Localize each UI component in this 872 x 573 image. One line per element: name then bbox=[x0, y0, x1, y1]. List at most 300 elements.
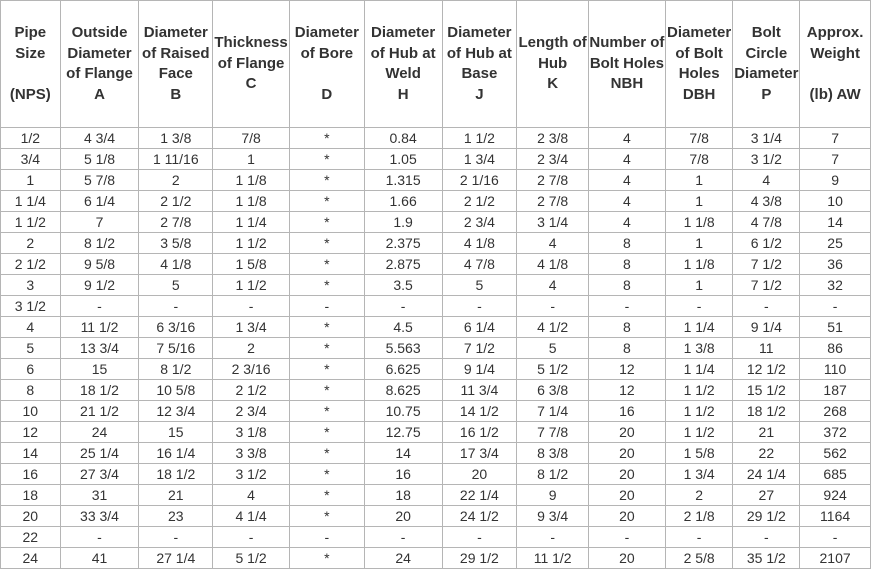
table-cell: 3 bbox=[1, 275, 61, 296]
table-cell: - bbox=[289, 296, 364, 317]
table-cell: 11 bbox=[733, 338, 800, 359]
column-header bbox=[800, 1, 871, 128]
table-cell: 4 1/8 bbox=[517, 254, 589, 275]
table-cell: 20 bbox=[1, 506, 61, 527]
table-cell: 3.5 bbox=[364, 275, 442, 296]
table-cell: 27 bbox=[733, 485, 800, 506]
column-header bbox=[289, 1, 364, 128]
table-cell: 7 5/16 bbox=[139, 338, 213, 359]
table-row bbox=[1, 380, 871, 401]
table-cell: 3 1/4 bbox=[517, 212, 589, 233]
column-header-name: Diameter of Hub at Base bbox=[446, 24, 512, 82]
table-cell: 21 1/2 bbox=[60, 401, 139, 422]
table-cell: * bbox=[289, 338, 364, 359]
table-cell: 3 5/8 bbox=[139, 233, 213, 254]
table-cell: 14 bbox=[800, 212, 871, 233]
table-cell: 33 3/4 bbox=[60, 506, 139, 527]
table-cell: 1164 bbox=[800, 506, 871, 527]
table-cell: 29 1/2 bbox=[442, 548, 517, 569]
table-cell: - bbox=[589, 296, 666, 317]
table-cell: - bbox=[213, 527, 290, 548]
table-cell: 1 bbox=[665, 275, 733, 296]
table-cell: 3 3/8 bbox=[213, 443, 290, 464]
table-cell: 86 bbox=[800, 338, 871, 359]
table-cell: - bbox=[589, 527, 666, 548]
table-cell: 2 1/16 bbox=[442, 170, 517, 191]
table-cell: 8 bbox=[589, 338, 666, 359]
table-cell: 7 7/8 bbox=[517, 422, 589, 443]
table-cell: 1.9 bbox=[364, 212, 442, 233]
table-cell: 562 bbox=[800, 443, 871, 464]
table-cell: 20 bbox=[589, 443, 666, 464]
table-row bbox=[1, 527, 871, 548]
table-cell: 2 bbox=[665, 485, 733, 506]
table-cell: 1 1/8 bbox=[665, 212, 733, 233]
table-cell: 2 bbox=[213, 338, 290, 359]
column-header bbox=[665, 1, 733, 128]
table-cell: * bbox=[289, 254, 364, 275]
table-cell: 0.84 bbox=[364, 128, 442, 149]
table-cell: 18 1/2 bbox=[139, 464, 213, 485]
table-cell: 18 bbox=[1, 485, 61, 506]
table-cell: 4 1/8 bbox=[139, 254, 213, 275]
column-header-name: Thickness of Flange bbox=[214, 34, 288, 72]
table-cell: 29 1/2 bbox=[733, 506, 800, 527]
column-header bbox=[60, 1, 139, 128]
table-cell: - bbox=[442, 527, 517, 548]
table-cell: 24 1/2 bbox=[442, 506, 517, 527]
column-header-code: J bbox=[475, 85, 484, 103]
table-cell: 1 1/4 bbox=[665, 317, 733, 338]
table-cell: 12 bbox=[1, 422, 61, 443]
table-cell: * bbox=[289, 212, 364, 233]
table-cell: 32 bbox=[800, 275, 871, 296]
table-cell: - bbox=[364, 527, 442, 548]
column-header bbox=[517, 1, 589, 128]
table-cell: 2 3/4 bbox=[442, 212, 517, 233]
column-header-code: A bbox=[94, 85, 105, 103]
table-cell: 1.66 bbox=[364, 191, 442, 212]
table-cell: - bbox=[517, 296, 589, 317]
table-cell: 20 bbox=[589, 422, 666, 443]
table-cell: 5 1/8 bbox=[60, 149, 139, 170]
table-cell: 7 1/2 bbox=[733, 254, 800, 275]
column-header bbox=[213, 1, 290, 128]
table-cell: 15 bbox=[60, 359, 139, 380]
table-cell: 9 bbox=[517, 485, 589, 506]
table-cell: 7/8 bbox=[213, 128, 290, 149]
table-cell: 2 1/2 bbox=[442, 191, 517, 212]
table-cell: * bbox=[289, 422, 364, 443]
column-header-code: B bbox=[170, 85, 182, 103]
table-cell: 2 7/8 bbox=[139, 212, 213, 233]
table-cell: 18 1/2 bbox=[733, 401, 800, 422]
table-cell: 1 1/2 bbox=[665, 401, 733, 422]
table-cell: 24 bbox=[60, 422, 139, 443]
column-header bbox=[364, 1, 442, 128]
table-cell: 12.75 bbox=[364, 422, 442, 443]
table-cell: 23 bbox=[139, 506, 213, 527]
column-header bbox=[442, 1, 517, 128]
table-cell: 3 1/8 bbox=[213, 422, 290, 443]
table-cell: 1 3/4 bbox=[442, 149, 517, 170]
table-cell: * bbox=[289, 128, 364, 149]
table-cell: 18 bbox=[364, 485, 442, 506]
table-cell: 12 bbox=[589, 359, 666, 380]
table-cell: 16 bbox=[589, 401, 666, 422]
column-header-code: NBH bbox=[610, 75, 644, 93]
table-cell: * bbox=[289, 548, 364, 569]
table-cell: 685 bbox=[800, 464, 871, 485]
table-cell: 187 bbox=[800, 380, 871, 401]
table-row bbox=[1, 149, 871, 170]
table-cell: 4 bbox=[213, 485, 290, 506]
table-cell: 1 1/2 bbox=[442, 128, 517, 149]
table-cell: 24 bbox=[364, 548, 442, 569]
table-cell: 7/8 bbox=[665, 149, 733, 170]
table-row bbox=[1, 422, 871, 443]
table-cell: 1 1/4 bbox=[1, 191, 61, 212]
table-cell: 31 bbox=[60, 485, 139, 506]
column-header-name: Pipe Size bbox=[14, 24, 47, 62]
table-cell: 4 bbox=[589, 149, 666, 170]
table-cell: 12 bbox=[589, 380, 666, 401]
table-cell: - bbox=[364, 296, 442, 317]
table-cell: 11 1/2 bbox=[60, 317, 139, 338]
table-row bbox=[1, 359, 871, 380]
table-cell: - bbox=[60, 296, 139, 317]
table-cell: 25 1/4 bbox=[60, 443, 139, 464]
table-cell: 2 3/16 bbox=[213, 359, 290, 380]
table-cell: 3 1/2 bbox=[733, 149, 800, 170]
table-cell: 7 1/2 bbox=[733, 275, 800, 296]
table-row bbox=[1, 254, 871, 275]
table-cell: - bbox=[289, 527, 364, 548]
table-row bbox=[1, 233, 871, 254]
table-cell: 8.625 bbox=[364, 380, 442, 401]
table-cell: * bbox=[289, 485, 364, 506]
table-cell: 2107 bbox=[800, 548, 871, 569]
table-cell: 4.5 bbox=[364, 317, 442, 338]
column-header-code: (lb) AW bbox=[809, 85, 861, 103]
table-cell: 372 bbox=[800, 422, 871, 443]
table-cell: 14 bbox=[364, 443, 442, 464]
table-cell: 5 bbox=[1, 338, 61, 359]
table-cell: 6 bbox=[1, 359, 61, 380]
table-cell: 5 bbox=[517, 338, 589, 359]
table-cell: 11 1/2 bbox=[517, 548, 589, 569]
column-header-name: Approx. Weight bbox=[806, 24, 864, 62]
table-cell: 4 7/8 bbox=[442, 254, 517, 275]
table-row bbox=[1, 443, 871, 464]
table-cell: * bbox=[289, 191, 364, 212]
table-cell: 1 1/4 bbox=[665, 359, 733, 380]
table-cell: 6 1/2 bbox=[733, 233, 800, 254]
table-cell: 4 bbox=[733, 170, 800, 191]
table-cell: 15 1/2 bbox=[733, 380, 800, 401]
table-cell: 2 3/4 bbox=[213, 401, 290, 422]
table-cell: 10 bbox=[800, 191, 871, 212]
table-cell: 8 1/2 bbox=[60, 233, 139, 254]
table-cell: 12 1/2 bbox=[733, 359, 800, 380]
table-cell: 1 1/2 bbox=[665, 422, 733, 443]
table-cell: 21 bbox=[733, 422, 800, 443]
column-header bbox=[733, 1, 800, 128]
table-cell: 10 5/8 bbox=[139, 380, 213, 401]
table-cell: 2 1/2 bbox=[1, 254, 61, 275]
table-cell: 4 bbox=[517, 233, 589, 254]
table-cell: 7/8 bbox=[665, 128, 733, 149]
table-cell: 16 bbox=[1, 464, 61, 485]
table-cell: 18 1/2 bbox=[60, 380, 139, 401]
table-cell: - bbox=[733, 296, 800, 317]
table-cell: 4 bbox=[589, 170, 666, 191]
table-cell: * bbox=[289, 401, 364, 422]
table-cell: 1 1/8 bbox=[665, 254, 733, 275]
table-cell: 24 1/4 bbox=[733, 464, 800, 485]
table-cell: 27 3/4 bbox=[60, 464, 139, 485]
table-cell: 8 bbox=[589, 317, 666, 338]
table-cell: 2 7/8 bbox=[517, 191, 589, 212]
table-cell: 2 bbox=[1, 233, 61, 254]
column-header bbox=[589, 1, 666, 128]
table-cell: 3 1/2 bbox=[1, 296, 61, 317]
column-header-name: Diameter of Bore bbox=[294, 24, 359, 62]
table-cell: 1 bbox=[665, 170, 733, 191]
table-cell: 7 bbox=[60, 212, 139, 233]
table-cell: 4 1/8 bbox=[442, 233, 517, 254]
table-cell: 8 1/2 bbox=[139, 359, 213, 380]
table-cell: 1 bbox=[1, 170, 61, 191]
table-row bbox=[1, 401, 871, 422]
table-cell: 1.315 bbox=[364, 170, 442, 191]
table-cell: 12 3/4 bbox=[139, 401, 213, 422]
table-cell: 5.563 bbox=[364, 338, 442, 359]
table-cell: 22 bbox=[1, 527, 61, 548]
table-cell: 5 1/2 bbox=[517, 359, 589, 380]
table-cell: 1 1/8 bbox=[213, 170, 290, 191]
table-cell: 22 bbox=[733, 443, 800, 464]
table-cell: 1 5/8 bbox=[213, 254, 290, 275]
table-cell: 2.375 bbox=[364, 233, 442, 254]
table-cell: 9 1/4 bbox=[442, 359, 517, 380]
table-cell: 1 1/4 bbox=[213, 212, 290, 233]
table-cell: 35 1/2 bbox=[733, 548, 800, 569]
table-cell: - bbox=[665, 527, 733, 548]
table-cell: 8 1/2 bbox=[517, 464, 589, 485]
table-cell: 1 1/2 bbox=[213, 275, 290, 296]
table-cell: 13 3/4 bbox=[60, 338, 139, 359]
table-row bbox=[1, 275, 871, 296]
table-cell: 21 bbox=[139, 485, 213, 506]
table-cell: 5 7/8 bbox=[60, 170, 139, 191]
table-cell: * bbox=[289, 464, 364, 485]
table-cell: 5 bbox=[442, 275, 517, 296]
column-header-code: K bbox=[547, 75, 559, 93]
table-row bbox=[1, 191, 871, 212]
table-cell: - bbox=[60, 527, 139, 548]
table-cell: 924 bbox=[800, 485, 871, 506]
table-cell: 6 1/4 bbox=[442, 317, 517, 338]
table-cell: 51 bbox=[800, 317, 871, 338]
table-row bbox=[1, 296, 871, 317]
table-row bbox=[1, 485, 871, 506]
table-cell: 4 7/8 bbox=[733, 212, 800, 233]
table-row bbox=[1, 464, 871, 485]
column-header-code: D bbox=[321, 85, 333, 103]
column-header-code: DBH bbox=[682, 85, 716, 103]
table-cell: 9 5/8 bbox=[60, 254, 139, 275]
table-row bbox=[1, 128, 871, 149]
table-row bbox=[1, 212, 871, 233]
table-cell: 16 1/4 bbox=[139, 443, 213, 464]
table-cell: 1 3/4 bbox=[665, 464, 733, 485]
table-cell: 14 1/2 bbox=[442, 401, 517, 422]
table-cell: 2 7/8 bbox=[517, 170, 589, 191]
table-cell: 11 3/4 bbox=[442, 380, 517, 401]
table-body bbox=[1, 128, 871, 569]
table-cell: 20 bbox=[589, 506, 666, 527]
column-header-name: Diameter of Hub at Weld bbox=[370, 24, 436, 82]
column-header-code: P bbox=[761, 85, 772, 103]
table-cell: 1 5/8 bbox=[665, 443, 733, 464]
table-cell: 10.75 bbox=[364, 401, 442, 422]
table-cell: 4 bbox=[1, 317, 61, 338]
table-cell: * bbox=[289, 233, 364, 254]
table-cell: 16 bbox=[364, 464, 442, 485]
table-cell: 1 1/2 bbox=[213, 233, 290, 254]
table-row bbox=[1, 317, 871, 338]
column-header-name: Diameter of Bolt Holes bbox=[667, 24, 732, 82]
table-cell: - bbox=[733, 527, 800, 548]
table-cell: 2 bbox=[139, 170, 213, 191]
table-cell: 2 5/8 bbox=[665, 548, 733, 569]
table-cell: 7 bbox=[800, 128, 871, 149]
table-cell: 4 bbox=[589, 212, 666, 233]
table-cell: 16 1/2 bbox=[442, 422, 517, 443]
table-row bbox=[1, 506, 871, 527]
table-cell: 1 bbox=[665, 233, 733, 254]
table-cell: 10 bbox=[1, 401, 61, 422]
table-cell: 8 bbox=[589, 254, 666, 275]
table-cell: 15 bbox=[139, 422, 213, 443]
column-header-name: Bolt Circle Diameter bbox=[734, 24, 799, 82]
table-cell: 17 3/4 bbox=[442, 443, 517, 464]
table-cell: 7 1/2 bbox=[442, 338, 517, 359]
table-cell: - bbox=[665, 296, 733, 317]
table-cell: 4 3/4 bbox=[60, 128, 139, 149]
column-header-name: Length of Hub bbox=[518, 34, 587, 72]
table-cell: 1 3/8 bbox=[665, 338, 733, 359]
table-cell: 8 bbox=[589, 275, 666, 296]
table-cell: 2 1/2 bbox=[139, 191, 213, 212]
table-cell: 1.05 bbox=[364, 149, 442, 170]
table-cell: 4 3/8 bbox=[733, 191, 800, 212]
table-cell: 1 bbox=[665, 191, 733, 212]
table-cell: 20 bbox=[589, 485, 666, 506]
table-cell: 2 3/8 bbox=[517, 128, 589, 149]
table-cell: * bbox=[289, 380, 364, 401]
column-header-code: (NPS) bbox=[9, 85, 51, 103]
table-cell: - bbox=[139, 527, 213, 548]
table-cell: 8 bbox=[1, 380, 61, 401]
table-cell: 1 3/4 bbox=[213, 317, 290, 338]
table-cell: 24 bbox=[1, 548, 61, 569]
table-cell: 110 bbox=[800, 359, 871, 380]
column-header-name: Number of Bolt Holes bbox=[589, 34, 665, 72]
table-cell: * bbox=[289, 275, 364, 296]
table-cell: * bbox=[289, 149, 364, 170]
table-cell: 2 1/8 bbox=[665, 506, 733, 527]
table-cell: 8 3/8 bbox=[517, 443, 589, 464]
column-header bbox=[1, 1, 61, 128]
column-header-name: Diameter of Raised Face bbox=[142, 24, 210, 82]
table-cell: - bbox=[213, 296, 290, 317]
table-cell: - bbox=[800, 296, 871, 317]
table-cell: - bbox=[800, 527, 871, 548]
table-cell: 6 3/16 bbox=[139, 317, 213, 338]
column-header-code: C bbox=[245, 75, 257, 93]
table-cell: 9 1/2 bbox=[60, 275, 139, 296]
table-cell: 9 3/4 bbox=[517, 506, 589, 527]
table-cell: 1 1/2 bbox=[665, 380, 733, 401]
table-row bbox=[1, 338, 871, 359]
table-cell: 5 1/2 bbox=[213, 548, 290, 569]
table-cell: 3 1/4 bbox=[733, 128, 800, 149]
table-cell: * bbox=[289, 359, 364, 380]
table-cell: 20 bbox=[589, 548, 666, 569]
table-cell: 268 bbox=[800, 401, 871, 422]
table-cell: 36 bbox=[800, 254, 871, 275]
table-cell: 4 bbox=[589, 128, 666, 149]
table-cell: 1 11/16 bbox=[139, 149, 213, 170]
table-cell: 22 1/4 bbox=[442, 485, 517, 506]
table-cell: 20 bbox=[364, 506, 442, 527]
table-cell: 7 bbox=[800, 149, 871, 170]
table-cell: * bbox=[289, 317, 364, 338]
table-cell: 6.625 bbox=[364, 359, 442, 380]
table-cell: 27 1/4 bbox=[139, 548, 213, 569]
table-cell: 2.875 bbox=[364, 254, 442, 275]
table-cell: 6 3/8 bbox=[517, 380, 589, 401]
table-cell: 1 1/8 bbox=[213, 191, 290, 212]
column-header bbox=[139, 1, 213, 128]
table-cell: 4 bbox=[517, 275, 589, 296]
table-cell: * bbox=[289, 506, 364, 527]
table-cell: - bbox=[139, 296, 213, 317]
table-cell: 1/2 bbox=[1, 128, 61, 149]
table-cell: 5 bbox=[139, 275, 213, 296]
table-cell: 20 bbox=[589, 464, 666, 485]
table-cell: 4 1/4 bbox=[213, 506, 290, 527]
table-cell: - bbox=[442, 296, 517, 317]
table-cell: 9 bbox=[800, 170, 871, 191]
table-cell: 2 1/2 bbox=[213, 380, 290, 401]
table-cell: 7 1/4 bbox=[517, 401, 589, 422]
table-cell: 41 bbox=[60, 548, 139, 569]
table-cell: 2 3/4 bbox=[517, 149, 589, 170]
column-header-name: Outside Diameter of Flange bbox=[66, 24, 133, 82]
table-cell: 8 bbox=[589, 233, 666, 254]
table-cell: 6 1/4 bbox=[60, 191, 139, 212]
table-cell: 20 bbox=[442, 464, 517, 485]
table-cell: * bbox=[289, 443, 364, 464]
table-cell: 9 1/4 bbox=[733, 317, 800, 338]
table-header-row bbox=[1, 1, 871, 128]
table-row bbox=[1, 170, 871, 191]
column-header-code: H bbox=[397, 85, 409, 103]
table-cell: 1 3/8 bbox=[139, 128, 213, 149]
